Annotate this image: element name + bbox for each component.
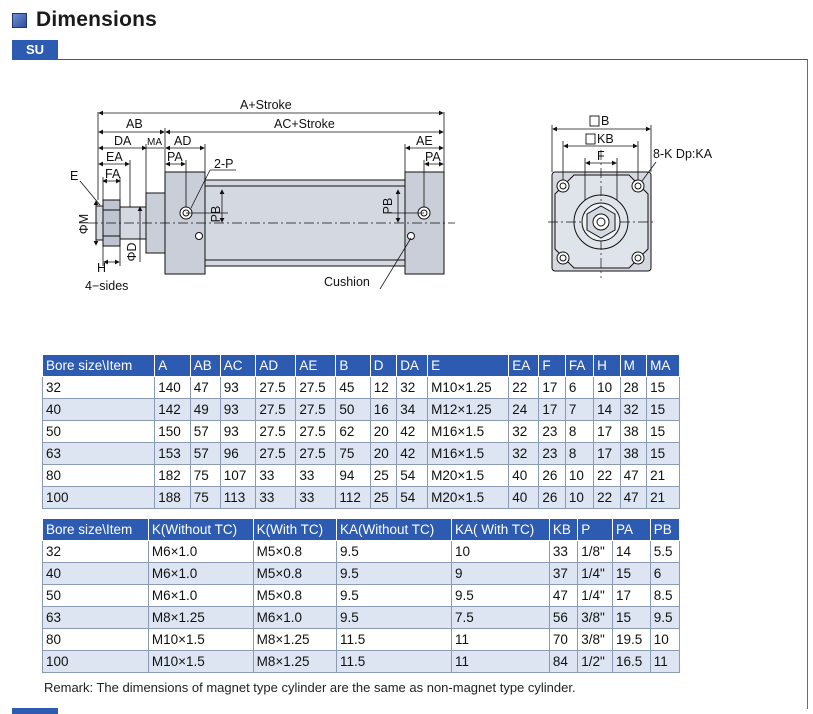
table-cell: 150 — [155, 421, 191, 443]
table-cell: 62 — [336, 421, 370, 443]
table-cell: 94 — [336, 465, 370, 487]
dim-f: F — [597, 149, 605, 163]
bore-size-cell: 50 — [43, 585, 149, 607]
bore-size-cell: 80 — [43, 629, 149, 651]
table-cell: M8×1.25 — [253, 651, 336, 673]
dim-ad: AD — [174, 134, 192, 148]
table-cell: 15 — [647, 399, 680, 421]
table-row — [43, 585, 680, 607]
table-cell: 9.5 — [337, 607, 452, 629]
table-cell: 107 — [220, 465, 256, 487]
bore-size-cell: 50 — [43, 421, 155, 443]
table-cell: 23 — [539, 443, 566, 465]
table-header-cell: Bore size\Item — [43, 519, 149, 541]
table-cell: 47 — [620, 487, 647, 509]
dim-b: B — [601, 114, 610, 128]
table-cell: 32 — [620, 399, 647, 421]
table-cell: 16 — [370, 399, 397, 421]
table-header-cell: AB — [190, 355, 220, 377]
table-header-cell: AC — [220, 355, 256, 377]
table-cell: 5.5 — [650, 541, 679, 563]
table-header-cell: M — [620, 355, 647, 377]
table-cell: 47 — [549, 585, 577, 607]
table-cell: 10 — [565, 487, 593, 509]
bore-size-cell: 63 — [43, 607, 149, 629]
table-cell: 153 — [155, 443, 191, 465]
table-cell: 182 — [155, 465, 191, 487]
table-cell: 75 — [190, 487, 220, 509]
table-cell: 113 — [220, 487, 256, 509]
table-cell: M10×1.5 — [148, 629, 253, 651]
table-cell: 25 — [370, 465, 397, 487]
model-tab: SU — [12, 40, 58, 59]
table-cell: M10×1.25 — [428, 377, 509, 399]
dimension-table-1 — [42, 354, 680, 509]
dim-pb-right: PB — [381, 197, 395, 215]
table-cell: 93 — [220, 421, 256, 443]
dim-phi-m: ΦM — [77, 213, 91, 235]
table-cell: 3/8" — [578, 629, 613, 651]
table-cell: M6×1.0 — [148, 563, 253, 585]
table-cell: M16×1.5 — [428, 421, 509, 443]
table-header-cell: DA — [397, 355, 428, 377]
table-header-cell: EA — [509, 355, 539, 377]
table-row — [43, 607, 680, 629]
remark-text: Remark: The dimensions of magnet type cylinder are the same as non-magnet type cylinder. — [44, 680, 576, 695]
table-cell: 22 — [594, 487, 621, 509]
table-cell: 26 — [539, 465, 566, 487]
table-cell: 12 — [370, 377, 397, 399]
table-cell: 93 — [220, 399, 256, 421]
table-cell: M5×0.8 — [253, 585, 336, 607]
table-cell: M20×1.5 — [428, 465, 509, 487]
table-cell: 33 — [256, 465, 296, 487]
bore-size-cell: 63 — [43, 443, 155, 465]
table-cell: 9.5 — [337, 585, 452, 607]
table-cell: 10 — [451, 541, 549, 563]
table-cell: 21 — [647, 487, 680, 509]
table-row — [43, 487, 680, 509]
dim-pa-left: PA — [167, 150, 183, 164]
table-cell: 17 — [539, 377, 566, 399]
table-cell: 45 — [336, 377, 370, 399]
table-cell: 11 — [650, 651, 679, 673]
bore-size-cell: 32 — [43, 541, 149, 563]
table-cell: 33 — [296, 487, 336, 509]
table-cell: 33 — [549, 541, 577, 563]
cushion-label: Cushion — [324, 275, 370, 289]
table-cell: 27.5 — [256, 443, 296, 465]
table-cell: 27.5 — [256, 399, 296, 421]
table-cell: 23 — [539, 421, 566, 443]
table-header-cell: KA(Without TC) — [337, 519, 452, 541]
table-cell: 24 — [509, 399, 539, 421]
table-header-row — [43, 355, 680, 377]
table-cell: 21 — [647, 465, 680, 487]
table-cell: 1/8" — [578, 541, 613, 563]
table-cell: 26 — [539, 487, 566, 509]
square-symbol-icon — [586, 134, 595, 144]
table-header-row — [43, 519, 680, 541]
dim-8-k: 8-K Dp:KA — [653, 147, 713, 161]
table-header-cell: P — [578, 519, 613, 541]
table-row — [43, 651, 680, 673]
table-cell: 27.5 — [296, 399, 336, 421]
table-cell: 33 — [296, 465, 336, 487]
table-header-cell: KB — [549, 519, 577, 541]
table-cell: 6 — [650, 563, 679, 585]
table-cell: 188 — [155, 487, 191, 509]
table-header-cell: FA — [565, 355, 593, 377]
dim-ma: MA — [147, 137, 162, 148]
table-cell: 54 — [397, 487, 428, 509]
dim-fa: FA — [105, 167, 121, 181]
table-cell: 9.5 — [337, 563, 452, 585]
dim-ea: EA — [106, 150, 123, 164]
table-cell: 10 — [594, 377, 621, 399]
table-row — [43, 421, 680, 443]
table-cell: 22 — [509, 377, 539, 399]
table-cell: 7.5 — [451, 607, 549, 629]
table-header-cell: A — [155, 355, 191, 377]
bore-size-cell: 80 — [43, 465, 155, 487]
table-cell: 57 — [190, 421, 220, 443]
table-header-cell: KA( With TC) — [451, 519, 549, 541]
table-cell: 9.5 — [337, 541, 452, 563]
table-cell: 50 — [336, 399, 370, 421]
table-header-cell: PA — [612, 519, 650, 541]
table-cell: 17 — [612, 585, 650, 607]
square-symbol-icon — [590, 116, 599, 126]
table-row — [43, 465, 680, 487]
bore-size-cell: 100 — [43, 651, 149, 673]
footer-rule — [12, 708, 58, 714]
table-cell: 93 — [220, 377, 256, 399]
table-cell: 3/8" — [578, 607, 613, 629]
table-cell: 96 — [220, 443, 256, 465]
table-header-cell: B — [336, 355, 370, 377]
table-cell: 1/2" — [578, 651, 613, 673]
cylinder-drawing — [0, 0, 813, 350]
table-cell: M6×1.0 — [253, 607, 336, 629]
table-cell: 38 — [620, 443, 647, 465]
table-cell: 140 — [155, 377, 191, 399]
dim-ac-stroke: AC+Stroke — [274, 117, 335, 131]
four-sides-label: 4−sides — [85, 279, 129, 293]
table-cell: 11 — [451, 651, 549, 673]
table-cell: 11.5 — [337, 651, 452, 673]
table-cell: 8.5 — [650, 585, 679, 607]
table-cell: 32 — [509, 443, 539, 465]
page-title: Dimensions — [36, 8, 158, 31]
cylinder-end-view — [548, 150, 656, 278]
table-cell: 9.5 — [451, 585, 549, 607]
bore-size-cell: 100 — [43, 487, 155, 509]
table-header-cell: K(Without TC) — [148, 519, 253, 541]
table-header-cell: H — [594, 355, 621, 377]
table-cell: 1/4" — [578, 563, 613, 585]
table-cell: 9 — [451, 563, 549, 585]
dim-da: DA — [114, 134, 132, 148]
table-cell: 15 — [612, 607, 650, 629]
table-cell: 11.5 — [337, 629, 452, 651]
table-header-cell: D — [370, 355, 397, 377]
dim-ab: AB — [126, 117, 143, 131]
bore-size-cell: 32 — [43, 377, 155, 399]
table-cell: 6 — [565, 377, 593, 399]
table-row — [43, 541, 680, 563]
table-cell: 7 — [565, 399, 593, 421]
table-cell: 19.5 — [612, 629, 650, 651]
table-cell: 20 — [370, 443, 397, 465]
cylinder-side-view — [88, 172, 455, 274]
table-cell: 9.5 — [650, 607, 679, 629]
table-cell: M10×1.5 — [148, 651, 253, 673]
table-cell: 11 — [451, 629, 549, 651]
table-cell: M6×1.0 — [148, 585, 253, 607]
table-header-cell: AE — [296, 355, 336, 377]
table-cell: 54 — [397, 465, 428, 487]
dimension-table-2 — [42, 518, 680, 673]
dim-phi-d: ΦD — [125, 242, 139, 262]
table-cell: 42 — [397, 421, 428, 443]
table-cell: 27.5 — [296, 443, 336, 465]
table-cell: 70 — [549, 629, 577, 651]
table-cell: 38 — [620, 421, 647, 443]
table-cell: 142 — [155, 399, 191, 421]
table-header-cell: F — [539, 355, 566, 377]
dim-a-stroke: A+Stroke — [240, 98, 292, 112]
table-cell: 22 — [594, 465, 621, 487]
dim-ae: AE — [416, 134, 433, 148]
bore-size-cell: 40 — [43, 563, 149, 585]
table-cell: M20×1.5 — [428, 487, 509, 509]
table-cell: 49 — [190, 399, 220, 421]
table-cell: 112 — [336, 487, 370, 509]
table-cell: 8 — [565, 421, 593, 443]
table-cell: 57 — [190, 443, 220, 465]
table-header-cell: E — [428, 355, 509, 377]
table-cell: 32 — [509, 421, 539, 443]
table-cell: M5×0.8 — [253, 563, 336, 585]
table-cell: 27.5 — [256, 377, 296, 399]
table-row — [43, 399, 680, 421]
table-cell: 47 — [190, 377, 220, 399]
bore-size-cell: 40 — [43, 399, 155, 421]
table-cell: M6×1.0 — [148, 541, 253, 563]
dim-kb: KB — [597, 132, 614, 146]
table-cell: M16×1.5 — [428, 443, 509, 465]
table-header-cell: MA — [647, 355, 680, 377]
table-cell: 75 — [190, 465, 220, 487]
table-row — [43, 563, 680, 585]
table-cell: 75 — [336, 443, 370, 465]
table-row — [43, 443, 680, 465]
table-cell: M8×1.25 — [148, 607, 253, 629]
table-cell: 34 — [397, 399, 428, 421]
table-cell: 15 — [647, 421, 680, 443]
table-header-cell: PB — [650, 519, 679, 541]
table-cell: 17 — [539, 399, 566, 421]
table-cell: 27.5 — [256, 421, 296, 443]
table-cell: 15 — [647, 377, 680, 399]
table-cell: 15 — [647, 443, 680, 465]
table-cell: M12×1.25 — [428, 399, 509, 421]
table-cell: 28 — [620, 377, 647, 399]
table-header-cell: Bore size\Item — [43, 355, 155, 377]
table-row — [43, 629, 680, 651]
table-cell: 42 — [397, 443, 428, 465]
table-cell: 17 — [594, 443, 621, 465]
table-cell: 27.5 — [296, 421, 336, 443]
table-cell: 16.5 — [612, 651, 650, 673]
table-cell: 25 — [370, 487, 397, 509]
table-cell: 27.5 — [296, 377, 336, 399]
table-row — [43, 377, 680, 399]
table-cell: 10 — [565, 465, 593, 487]
dim-e: E — [70, 169, 79, 183]
table-cell: 20 — [370, 421, 397, 443]
table-cell: M8×1.25 — [253, 629, 336, 651]
dim-pb-left: PB — [209, 205, 223, 223]
table-cell: 14 — [594, 399, 621, 421]
table-cell: 32 — [397, 377, 428, 399]
table-cell: 40 — [509, 465, 539, 487]
table-cell: 10 — [650, 629, 679, 651]
table-cell: 33 — [256, 487, 296, 509]
table-header-cell: K(With TC) — [253, 519, 336, 541]
table-cell: 40 — [509, 487, 539, 509]
table-cell: 1/4" — [578, 585, 613, 607]
table-cell: 8 — [565, 443, 593, 465]
table-cell: M5×0.8 — [253, 541, 336, 563]
table-cell: 15 — [612, 563, 650, 585]
table-header-cell: AD — [256, 355, 296, 377]
table-cell: 84 — [549, 651, 577, 673]
dim-h: H — [97, 261, 107, 275]
table-cell: 17 — [594, 421, 621, 443]
table-cell: 56 — [549, 607, 577, 629]
table-cell: 47 — [620, 465, 647, 487]
table-cell: 37 — [549, 563, 577, 585]
table-cell: 14 — [612, 541, 650, 563]
dim-2-p: 2-P — [214, 157, 234, 171]
dim-pa-right: PA — [425, 150, 441, 164]
